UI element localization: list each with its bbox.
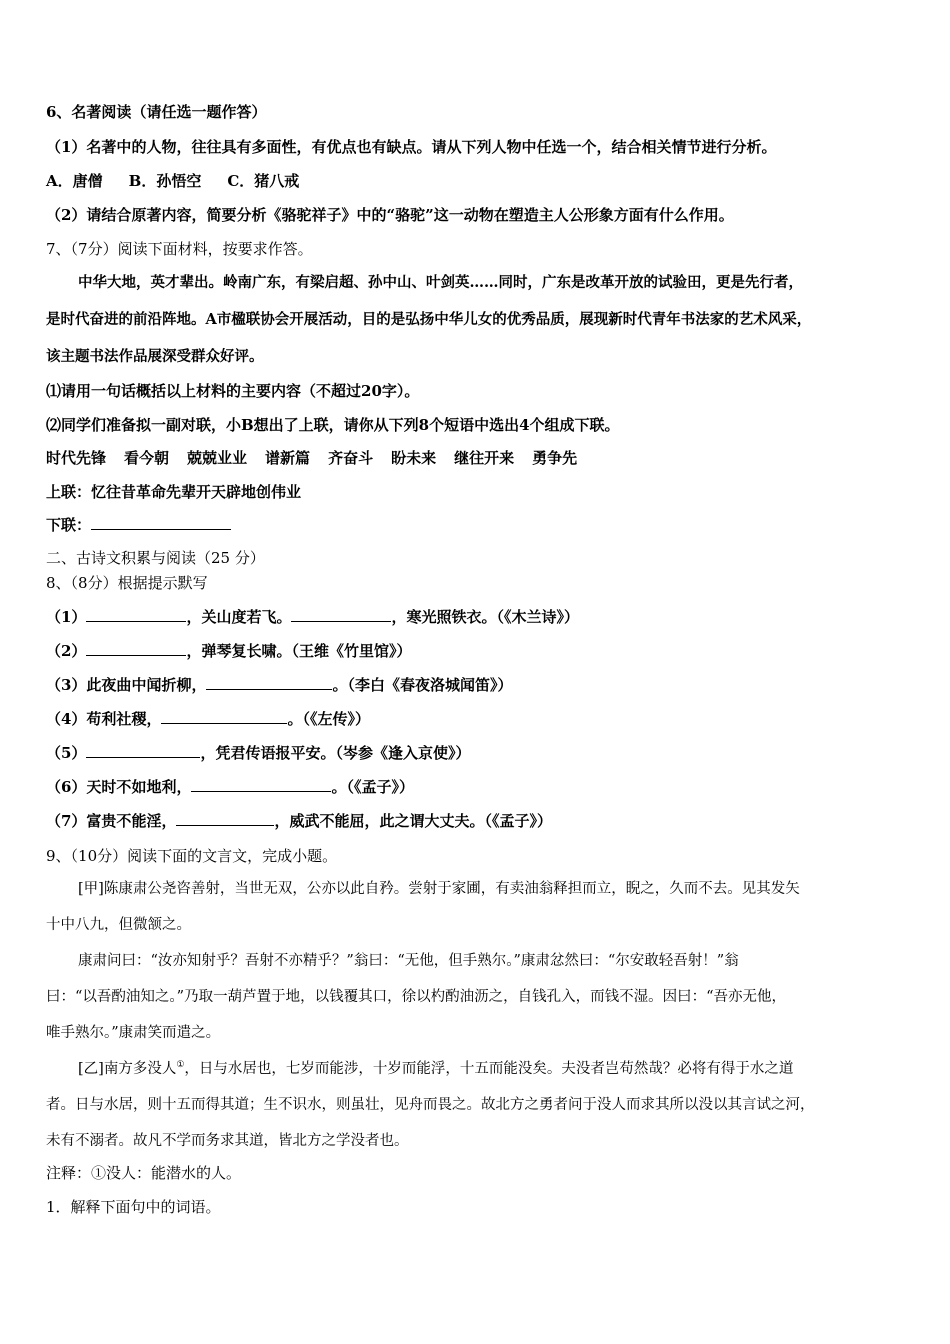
q8-line-2: [46, 640, 411, 662]
line-text: ，关山度若飞。: [186, 608, 292, 626]
passage-yi-line: [78, 1058, 793, 1080]
q7-title: 7、（7分）阅读下面材料，按要求作答。: [46, 240, 313, 258]
line-text: ，威武不能屈，此之谓大丈夫。（《孟子》）: [274, 812, 552, 830]
option-b: B．孙悟空: [128, 172, 202, 190]
line-text: 。（《左传》）: [287, 710, 370, 728]
q6-part1: （1）名著中的人物，往往具有多面性，有优点也有缺点。请从下列人物中任选一个，结合相关情节进行分析。: [46, 138, 777, 156]
q9-sub1: 1．解释下面句中的词语。: [46, 1198, 221, 1216]
phrase: 谱新篇: [265, 449, 311, 467]
line-text: （4）苟利社稷，: [46, 710, 162, 728]
line-text: 。（《孟子》）: [331, 778, 414, 796]
q7-upper-couplet: 上联：忆往昔革命先辈开天辟地创伟业: [46, 483, 302, 501]
q6-options: [46, 170, 325, 192]
passage-text: ，日与水居也，七岁而能涉，十岁而能浮，十五而能没矣。夫没者岂苟然哉？必将有得于水之道: [184, 1061, 794, 1077]
passage-yi-line: 者。日与水居，则十五而得其道；生不识水，则虽壮，见舟而畏之。故北方之勇者问于没人而求其所以没以其言试之河，: [46, 1097, 815, 1113]
q8-line-3: [46, 674, 512, 696]
line-text: （3）此夜曲中闻折柳，: [46, 676, 207, 694]
q7-material-line: 该主题书法作品展深受群众好评。: [46, 348, 264, 365]
q7-material-line: 中华大地，英才辈出。岭南广东，有梁启超、孙中山、叶剑英……同时，广东是改革开放的试验田，更是先行者，: [78, 274, 803, 291]
passage-text: [乙]南方多没人: [78, 1061, 177, 1077]
line-prefix: （2）: [46, 642, 87, 660]
q7-sub1: ⑴请用一句话概括以上材料的主要内容（不超过20字）。: [46, 382, 420, 400]
footnote-marker: ①: [176, 1060, 185, 1071]
answer-blank[interactable]: [86, 743, 200, 758]
section-2-heading: 二、古诗文积累与阅读（25 分）: [46, 549, 265, 567]
phrase: 看今朝: [124, 449, 170, 467]
option-a: A．唐僧: [46, 172, 103, 190]
q6-title: 6、名著阅读（请任选一题作答）: [46, 103, 267, 121]
line-text: ，凭君传语报平安。（岑参《逢入京使》）: [200, 744, 471, 762]
q8-title: 8、（8分）根据提示默写: [46, 574, 208, 592]
q6-part2: （2）请结合原著内容，简要分析《骆驼祥子》中的“骆驼”这一动物在塑造主人公形象方面有什么作用。: [46, 206, 734, 224]
answer-blank[interactable]: [161, 709, 287, 724]
line-text: （7）富贵不能淫，: [46, 812, 177, 830]
q8-line-5: [46, 742, 470, 764]
q8-line-4: [46, 708, 370, 730]
line-prefix: （1）: [46, 608, 87, 626]
line-text: ，寒光照铁衣。（《木兰诗》）: [391, 608, 579, 626]
answer-blank[interactable]: [191, 777, 331, 792]
option-c: C．猪八戒: [227, 172, 300, 190]
passage-jia-line: 康肃问曰：“汝亦知射乎？吾射不亦精乎？”翁曰：“无他，但手熟尔。”康肃忿然曰：“尔安敢轻吾射！”翁: [78, 953, 739, 969]
line-text: ，弹琴复长啸。（王维《竹里馆》）: [186, 642, 412, 660]
footnote: 注释：①没人：能潜水的人。: [46, 1164, 242, 1182]
passage-jia-line: 唯手熟尔。”康肃笑而遣之。: [46, 1025, 221, 1041]
passage-jia-line: 曰：“以吾酌油知之。”乃取一葫芦置于地，以钱覆其口，徐以杓酌油沥之，自钱孔入，而钱不湿。因曰：“吾亦无他，: [46, 989, 786, 1005]
q7-phrases: [46, 447, 577, 469]
q8-line-6: [46, 776, 414, 798]
phrase: 勇争先: [532, 449, 578, 467]
answer-blank[interactable]: [206, 675, 332, 690]
phrase: 盼未来: [391, 449, 437, 467]
line-text: （6）天时不如地利，: [46, 778, 192, 796]
line-text: 。（李白《春夜洛城闻笛》）: [332, 676, 513, 694]
q7-sub2: ⑵同学们准备拟一副对联，小B想出了上联，请你从下列8个短语中选出4个组成下联。: [46, 416, 620, 434]
passage-yi-line: 未有不溺者。故凡不学而务求其道，皆北方之学没者也。: [46, 1133, 409, 1149]
answer-blank[interactable]: [86, 641, 186, 656]
passage-jia-line: 十中八九，但微颔之。: [46, 917, 191, 933]
phrase: 齐奋斗: [328, 449, 374, 467]
phrase: 兢兢业业: [187, 449, 248, 467]
lower-label: 下联：: [46, 516, 92, 534]
phrase: 时代先锋: [46, 449, 107, 467]
answer-blank[interactable]: [291, 607, 391, 622]
q7-lower-couplet: [46, 514, 231, 536]
answer-blank[interactable]: [176, 811, 274, 826]
passage-jia-line: [甲]陈康肃公尧咨善射，当世无双，公亦以此自矜。尝射于家圃，有卖油翁释担而立，睨之，久而不去。见其发矢: [78, 881, 800, 897]
q8-line-1: [46, 606, 579, 628]
phrase: 继往开来: [454, 449, 515, 467]
q9-title: 9、（10分）阅读下面的文言文，完成小题。: [46, 847, 338, 865]
q8-line-7: [46, 810, 552, 832]
answer-blank[interactable]: [91, 515, 231, 530]
line-prefix: （5）: [46, 744, 87, 762]
q7-material-line: 是时代奋进的前沿阵地。A市楹联协会开展活动，目的是弘扬中华儿女的优秀品质，展现新时代青年书法家的艺术风采，: [46, 311, 812, 328]
answer-blank[interactable]: [86, 607, 186, 622]
